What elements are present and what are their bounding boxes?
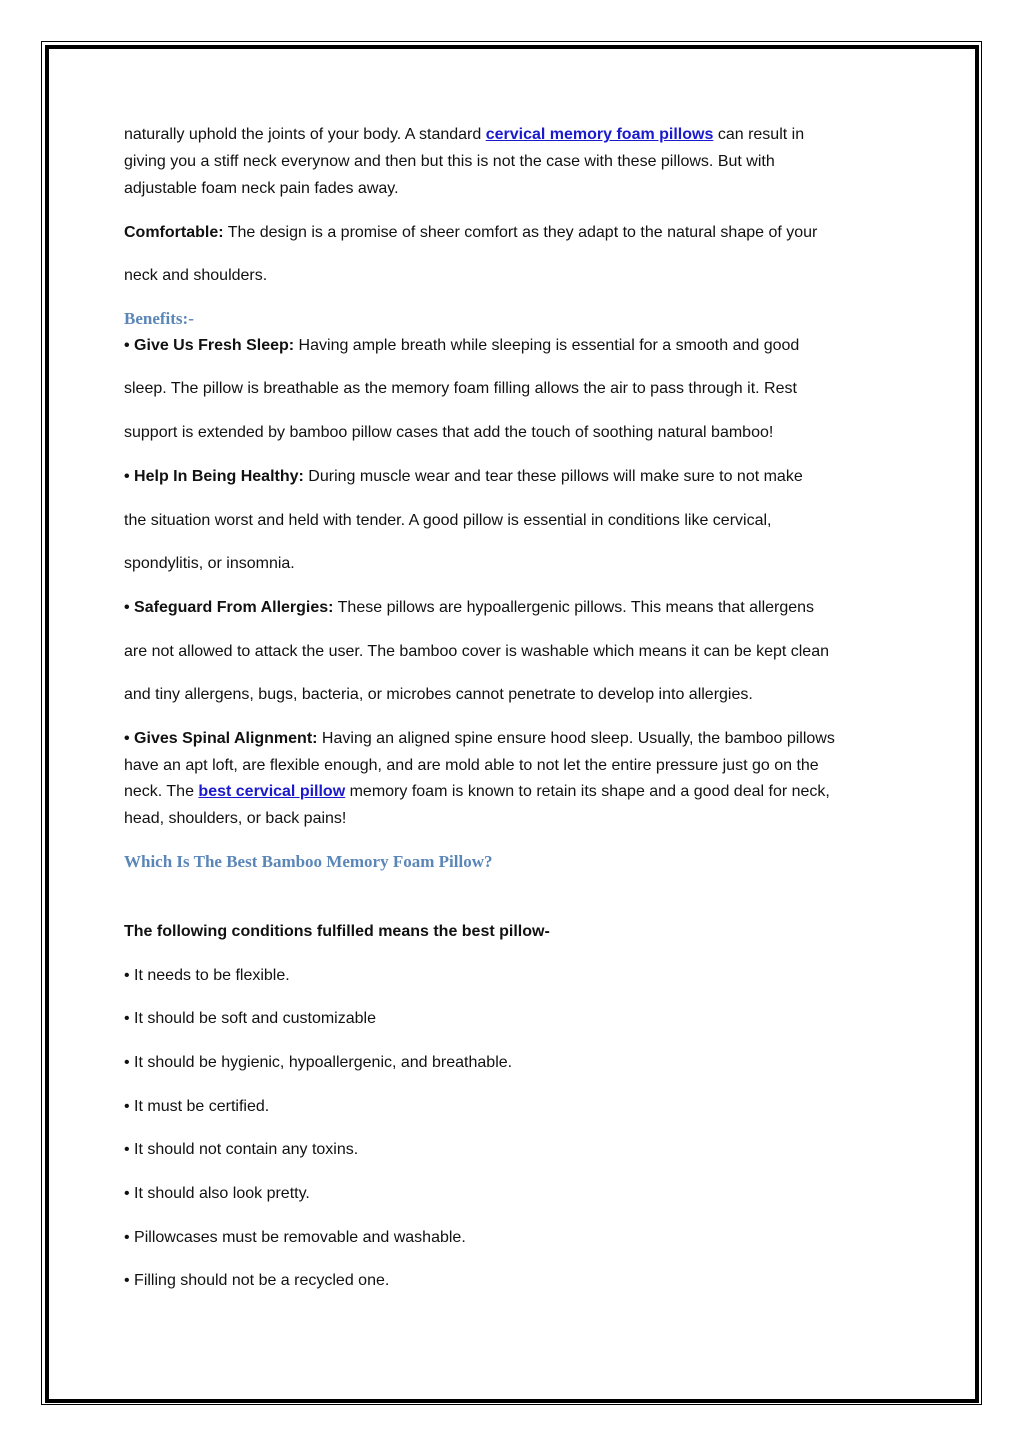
text: neck. The	[124, 783, 199, 800]
best-cervical-pillow-link[interactable]: best cervical pillow	[198, 783, 346, 800]
text: These pillows are hypoallergenic pillows. This means that allergens	[333, 599, 815, 616]
paragraph-line: neck and shoulders.	[124, 267, 268, 284]
cervical-memory-foam-pillows-link[interactable]: cervical memory foam pillows	[485, 126, 714, 143]
paragraph-line: head, shoulders, or back pains!	[124, 810, 347, 827]
list-item: • It should be soft and customizable	[124, 1010, 376, 1027]
paragraph-line: giving you a stiff neck everynow and then but this is not the case with these pillows. But with	[124, 153, 775, 170]
allergies-item	[124, 598, 814, 618]
benefits-heading: Benefits:-	[124, 309, 194, 328]
paragraph-line	[124, 782, 830, 802]
text: naturally uphold the joints of your body. A standard	[124, 126, 486, 143]
paragraph-line: have an apt loft, are flexible enough, and are mold able to not let the entire pressure just go on the	[124, 757, 819, 774]
list-item: • Filling should not be a recycled one.	[124, 1272, 390, 1289]
text: memory foam is known to retain its shape and a good deal for neck,	[345, 783, 830, 800]
comfortable-label: Comfortable:	[124, 224, 224, 241]
text: Having an aligned spine ensure hood sleep. Usually, the bamboo pillows	[317, 730, 835, 747]
list-item: • It needs to be flexible.	[124, 967, 290, 984]
healthy-item	[124, 467, 803, 487]
text: During muscle wear and tear these pillows will make sure to not make	[303, 468, 803, 485]
list-item: • It should not contain any toxins.	[124, 1141, 359, 1158]
allergies-label: • Safeguard From Allergies:	[124, 599, 334, 616]
paragraph-line: spondylitis, or insomnia.	[124, 555, 295, 572]
which-heading: Which Is The Best Bamboo Memory Foam Pillow?	[124, 852, 493, 871]
text: Having ample breath while sleeping is essential for a smooth and good	[294, 337, 800, 354]
fresh-sleep-label: • Give Us Fresh Sleep:	[124, 337, 295, 354]
text: can result in	[713, 126, 805, 143]
comfortable-paragraph	[124, 223, 817, 243]
spinal-label: • Gives Spinal Alignment:	[124, 730, 318, 747]
text: The design is a promise of sheer comfort as they adapt to the natural shape of your	[223, 224, 818, 241]
list-item: • It should be hygienic, hypoallergenic, and breathable.	[124, 1054, 513, 1071]
healthy-label: • Help In Being Healthy:	[124, 468, 304, 485]
paragraph-line: adjustable foam neck pain fades away.	[124, 180, 399, 197]
list-item: • Pillowcases must be removable and washable.	[124, 1229, 466, 1246]
paragraph-line: and tiny allergens, bugs, bacteria, or microbes cannot penetrate to develop into allergies.	[124, 686, 753, 703]
conditions-heading: The following conditions fulfilled means the best pillow-	[124, 923, 550, 940]
paragraph-line	[124, 125, 804, 145]
paragraph-line: support is extended by bamboo pillow cases that add the touch of soothing natural bamboo!	[124, 424, 774, 441]
paragraph-line: are not allowed to attack the user. The bamboo cover is washable which means it can be kept clean	[124, 643, 829, 660]
fresh-sleep-item	[124, 336, 799, 356]
list-item: • It should also look pretty.	[124, 1185, 310, 1202]
list-item: • It must be certified.	[124, 1098, 270, 1115]
paragraph-line: sleep. The pillow is breathable as the memory foam filling allows the air to pass through it. Rest	[124, 380, 797, 397]
spinal-item	[124, 729, 835, 749]
paragraph-line: the situation worst and held with tender. A good pillow is essential in conditions like cervical,	[124, 512, 772, 529]
